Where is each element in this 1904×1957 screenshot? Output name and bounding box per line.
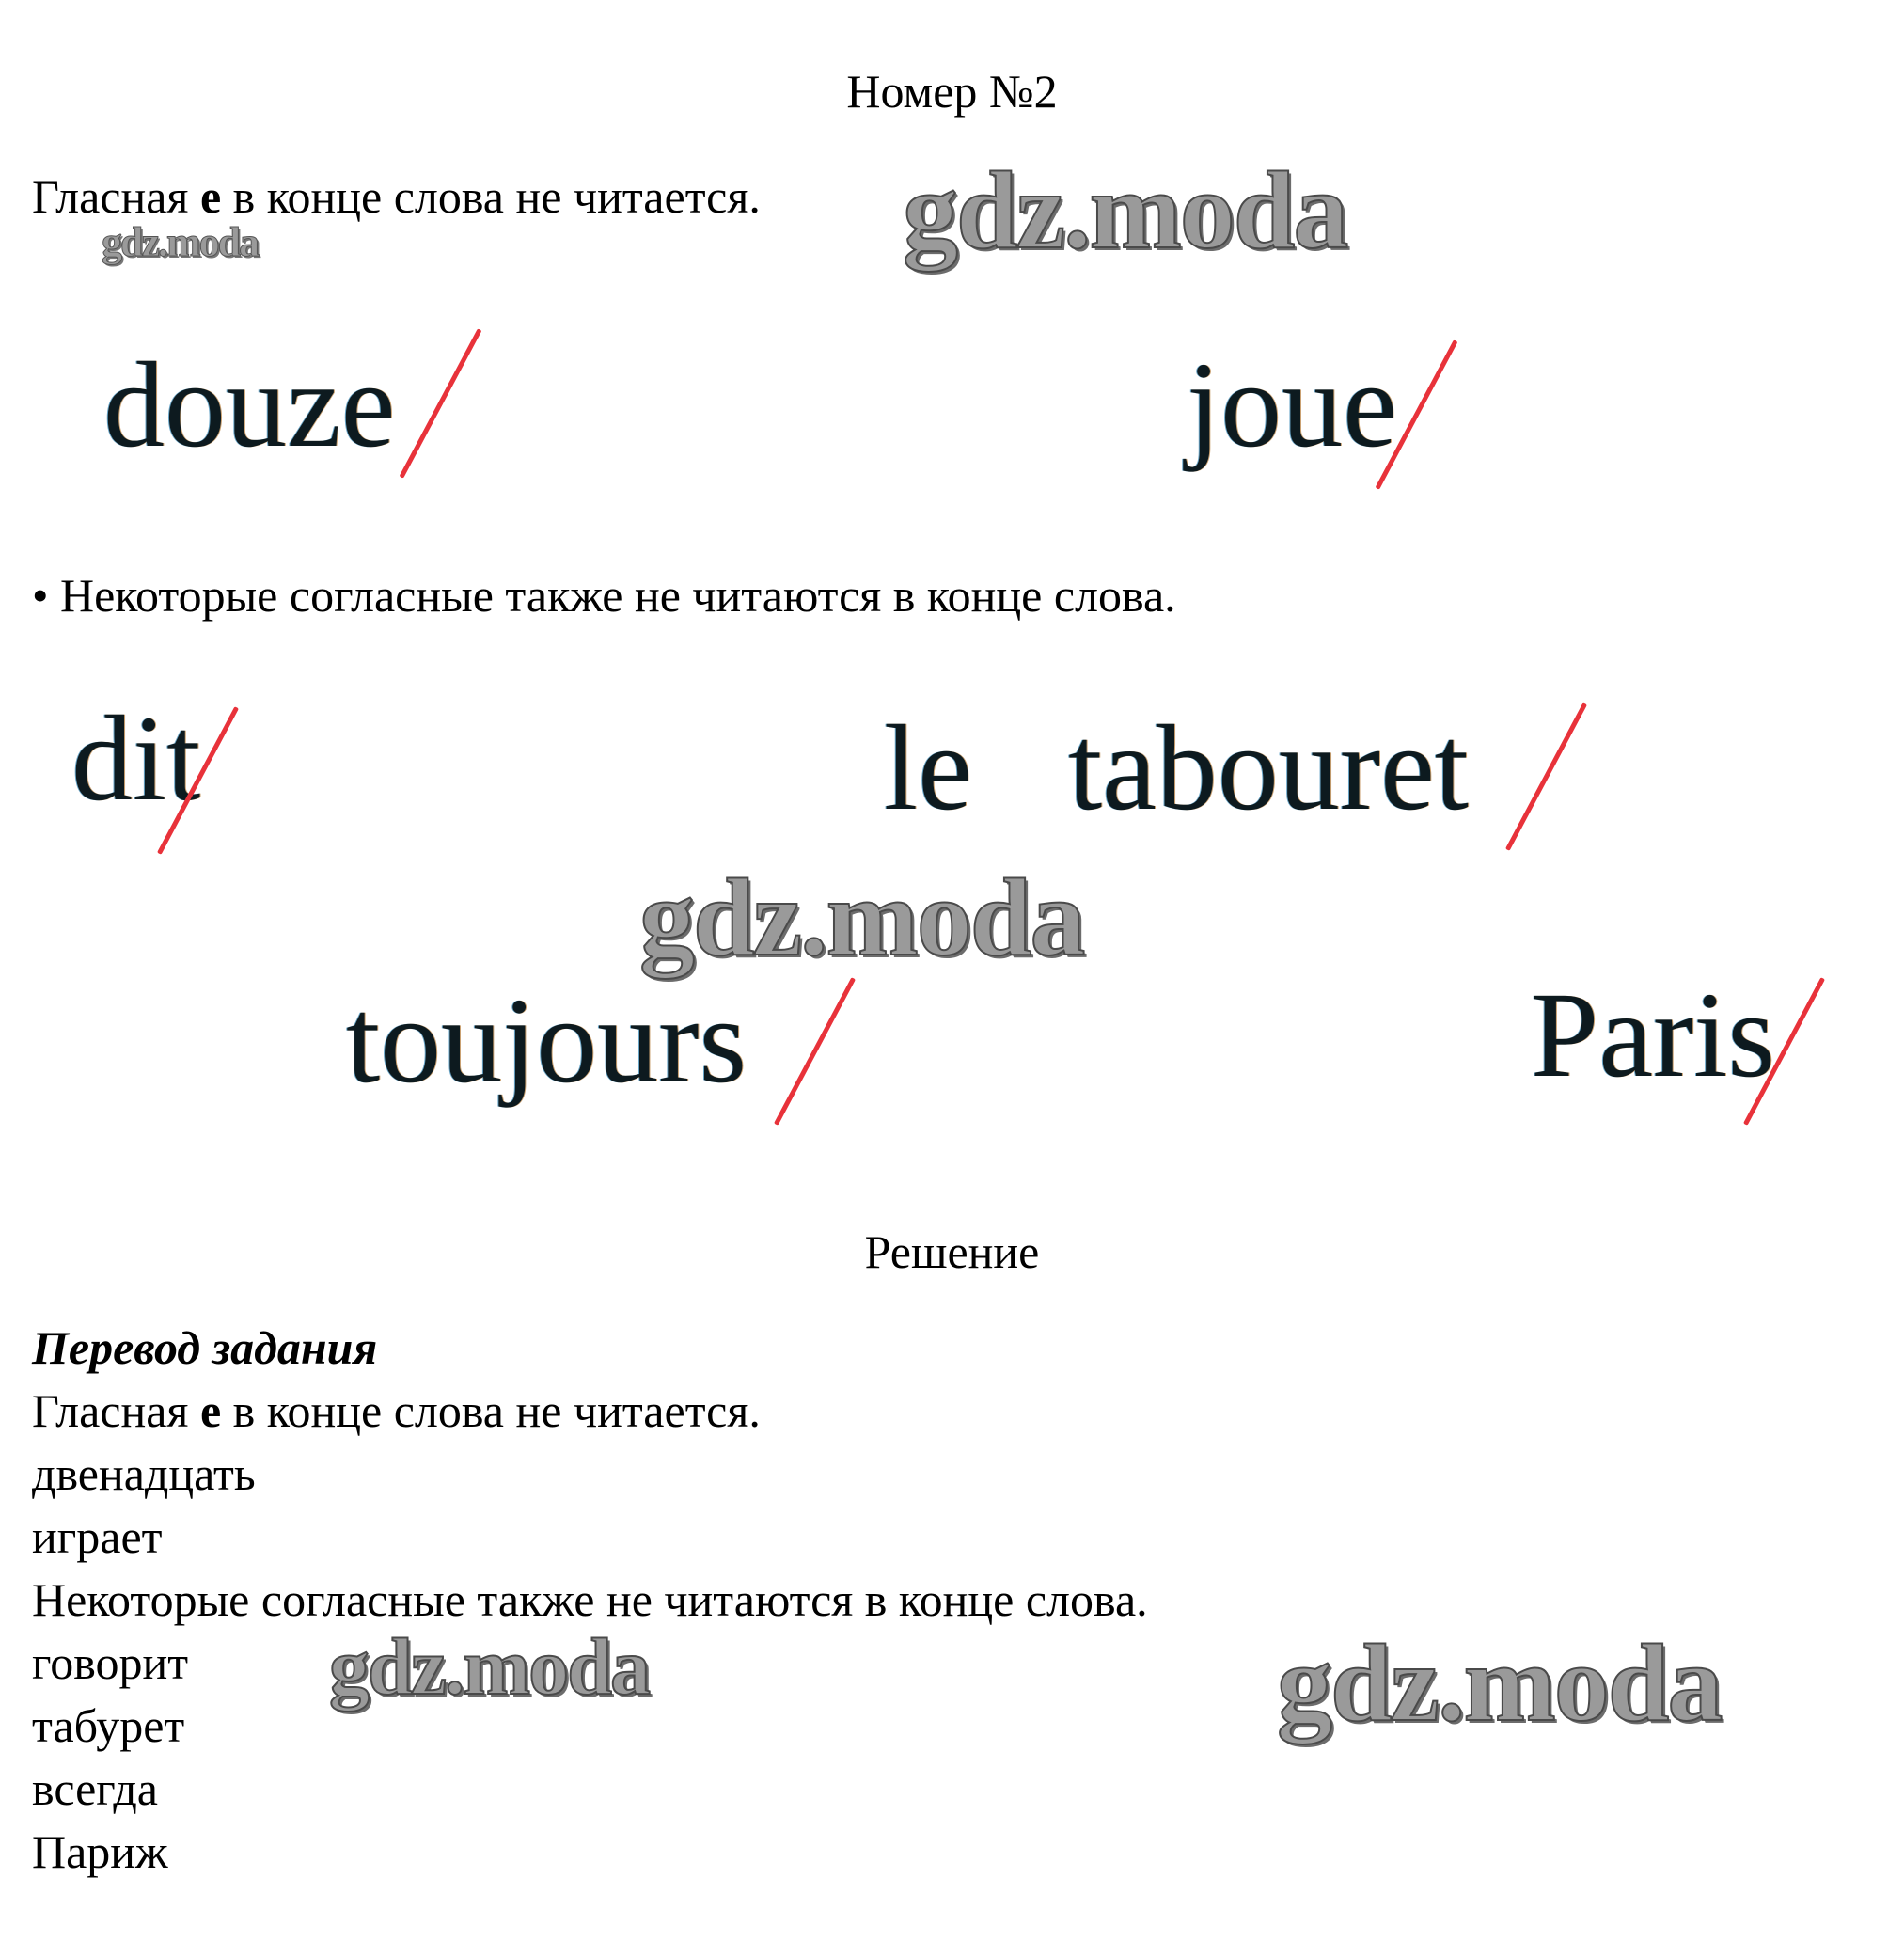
- example-word-tabouret: tabouret: [1068, 701, 1469, 836]
- watermark-logo: gdz.moda: [1277, 1621, 1722, 1744]
- watermark-logo: gdz.moda: [903, 149, 1347, 272]
- translation-rule-consonants: Некоторые согласные также не читаются в конце слова.: [32, 1573, 1148, 1626]
- translation-rule-end: в конце слова не читается.: [221, 1384, 761, 1437]
- rule-silent-consonants: • Некоторые согласные также не читаются в конце слова.: [32, 569, 1176, 622]
- strike-mark: [1505, 702, 1587, 851]
- translation-item: табурет: [32, 1699, 185, 1752]
- watermark-logo: gdz.moda: [102, 219, 259, 265]
- example-word-joue: joue: [1187, 338, 1397, 473]
- translation-rule-start: Гласная: [32, 1384, 200, 1437]
- watermark-logo: gdz.moda: [329, 1621, 649, 1712]
- strike-mark: [400, 328, 482, 479]
- translation-item: двенадцать: [32, 1447, 256, 1500]
- translation-item: всегда: [32, 1762, 158, 1815]
- rule-letter-e: е: [199, 170, 222, 223]
- watermark-logo: gdz.moda: [639, 856, 1084, 979]
- translation-item: играет: [32, 1510, 163, 1563]
- example-word-dit: dit: [71, 691, 201, 827]
- example-word-douze: douze: [103, 338, 396, 473]
- rule-text-start: Гласная: [32, 170, 200, 223]
- translation-item: Париж: [32, 1825, 168, 1878]
- translation-title: Перевод задания: [32, 1321, 378, 1374]
- strike-mark: [774, 977, 856, 1126]
- solution-heading: Решение: [864, 1225, 1040, 1278]
- translation-block: [32, 1317, 1148, 1884]
- translation-item: говорит: [32, 1636, 189, 1689]
- rule-text-end: в конце слова не читается.: [221, 170, 761, 223]
- example-word-toujours: toujours: [346, 973, 747, 1109]
- example-word-le: le: [884, 701, 972, 836]
- translation-letter-e: е: [199, 1384, 222, 1437]
- example-word-paris: Paris: [1531, 968, 1775, 1103]
- page-title: Номер №2: [846, 65, 1058, 118]
- translation-rule-vowel: [32, 1380, 1148, 1443]
